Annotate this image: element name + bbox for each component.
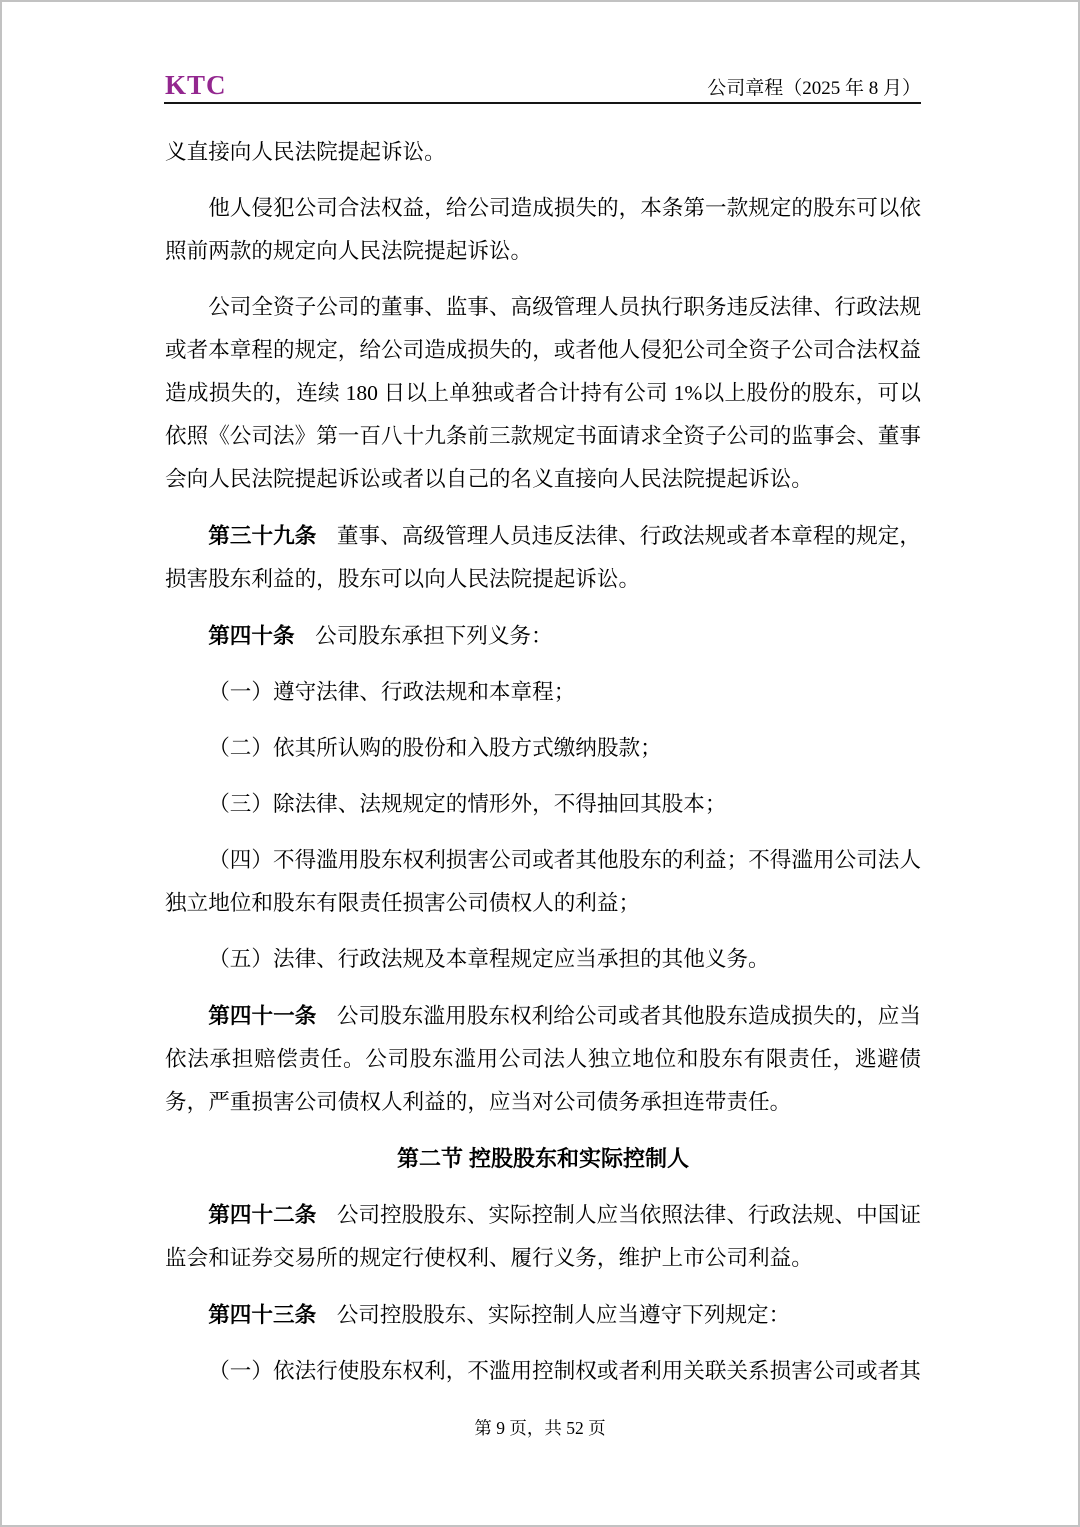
paragraph-text: 公司控股股东、实际控制人应当依照法律、行政法规、中国证监会和证券交易所的规定行使权利、履行义务，维护上市公司利益。 bbox=[165, 1203, 921, 1270]
paragraph bbox=[165, 187, 921, 273]
article-number: 第四十二条 bbox=[208, 1202, 317, 1227]
paragraph-text: 公司股东滥用股东权利给公司或者其他股东造成损失的，应当依法承担赔偿责任。公司股东滥用公司法人独立地位和股东有限责任，逃避债务，严重损害公司债权人利益的，应当对公司债务承担连带责任。 bbox=[165, 1004, 921, 1114]
header-doc-title: 公司章程（2025 年 8 月） bbox=[707, 78, 921, 99]
paragraph-text: （一）依法行使股东权利，不滥用控制权或者利用关联关系损害公司或者其 bbox=[208, 1359, 921, 1383]
page-footer bbox=[2, 1418, 1078, 1438]
company-logo: KTC bbox=[165, 70, 227, 100]
list-item bbox=[165, 727, 921, 770]
paragraph-text: （二）依其所认购的股份和入股方式缴纳股款； bbox=[208, 736, 662, 760]
article-paragraph bbox=[165, 614, 921, 658]
article-number: 第四十条 bbox=[208, 623, 295, 648]
article-paragraph bbox=[165, 1193, 921, 1280]
list-item bbox=[165, 671, 921, 714]
paragraph-text: 义直接向人民法院提起诉讼。 bbox=[165, 140, 446, 164]
article-number: 第四十一条 bbox=[208, 1003, 317, 1028]
document-body bbox=[165, 131, 921, 1406]
article-number: 第四十三条 bbox=[208, 1302, 317, 1327]
list-item bbox=[165, 938, 921, 981]
list-item bbox=[165, 839, 921, 925]
paragraph bbox=[165, 286, 921, 501]
paragraph-text: 董事、高级管理人员违反法律、行政法规或者本章程的规定，损害股东利益的，股东可以向人民法院提起诉讼。 bbox=[165, 524, 921, 591]
article-number: 第三十九条 bbox=[208, 523, 317, 548]
paragraph-text: 公司控股股东、实际控制人应当遵守下列规定： bbox=[336, 1303, 791, 1327]
article-paragraph bbox=[165, 514, 921, 601]
paragraph-text: （一）遵守法律、行政法规和本章程； bbox=[208, 680, 576, 704]
paragraph-text: 他人侵犯公司合法权益，给公司造成损失的，本条第一款规定的股东可以依照前两款的规定向人民法院提起诉讼。 bbox=[165, 196, 921, 263]
article-paragraph bbox=[165, 1293, 921, 1337]
list-item bbox=[165, 783, 921, 826]
paragraph bbox=[165, 131, 921, 174]
list-item bbox=[165, 1350, 921, 1393]
paragraph-text: （三）除法律、法规规定的情形外，不得抽回其股本； bbox=[208, 792, 727, 816]
page-number: 第 9 页，共 52 页 bbox=[474, 1418, 606, 1438]
paragraph-text: （四）不得滥用股东权利损害公司或者其他股东的利益；不得滥用公司法人独立地位和股东有限责任损害公司债权人的利益； bbox=[165, 848, 921, 915]
paragraph-text: （五）法律、行政法规及本章程规定应当承担的其他义务。 bbox=[208, 947, 770, 971]
page-header bbox=[165, 72, 921, 101]
paragraph-text: 公司全资子公司的董事、监事、高级管理人员执行职务违反法律、行政法规或者本章程的规定，给公司造成损失的，或者他人侵犯公司全资子公司合法权益造成损失的，连续 180 日以上单独或者合计持有公司 1%以上股份的股东，可以依照《公司法》第一百八十九条前三款规定书面请求全资子公司的监事会、董事会向人民法院提起诉讼或者以自己的名义直接向人民法院提起诉讼。 bbox=[165, 295, 921, 491]
article-paragraph bbox=[165, 994, 921, 1124]
paragraph-text: 公司股东承担下列义务： bbox=[315, 624, 553, 648]
header-divider bbox=[164, 102, 921, 104]
section-heading: 第二节 控股股东和实际控制人 bbox=[396, 1146, 690, 1171]
